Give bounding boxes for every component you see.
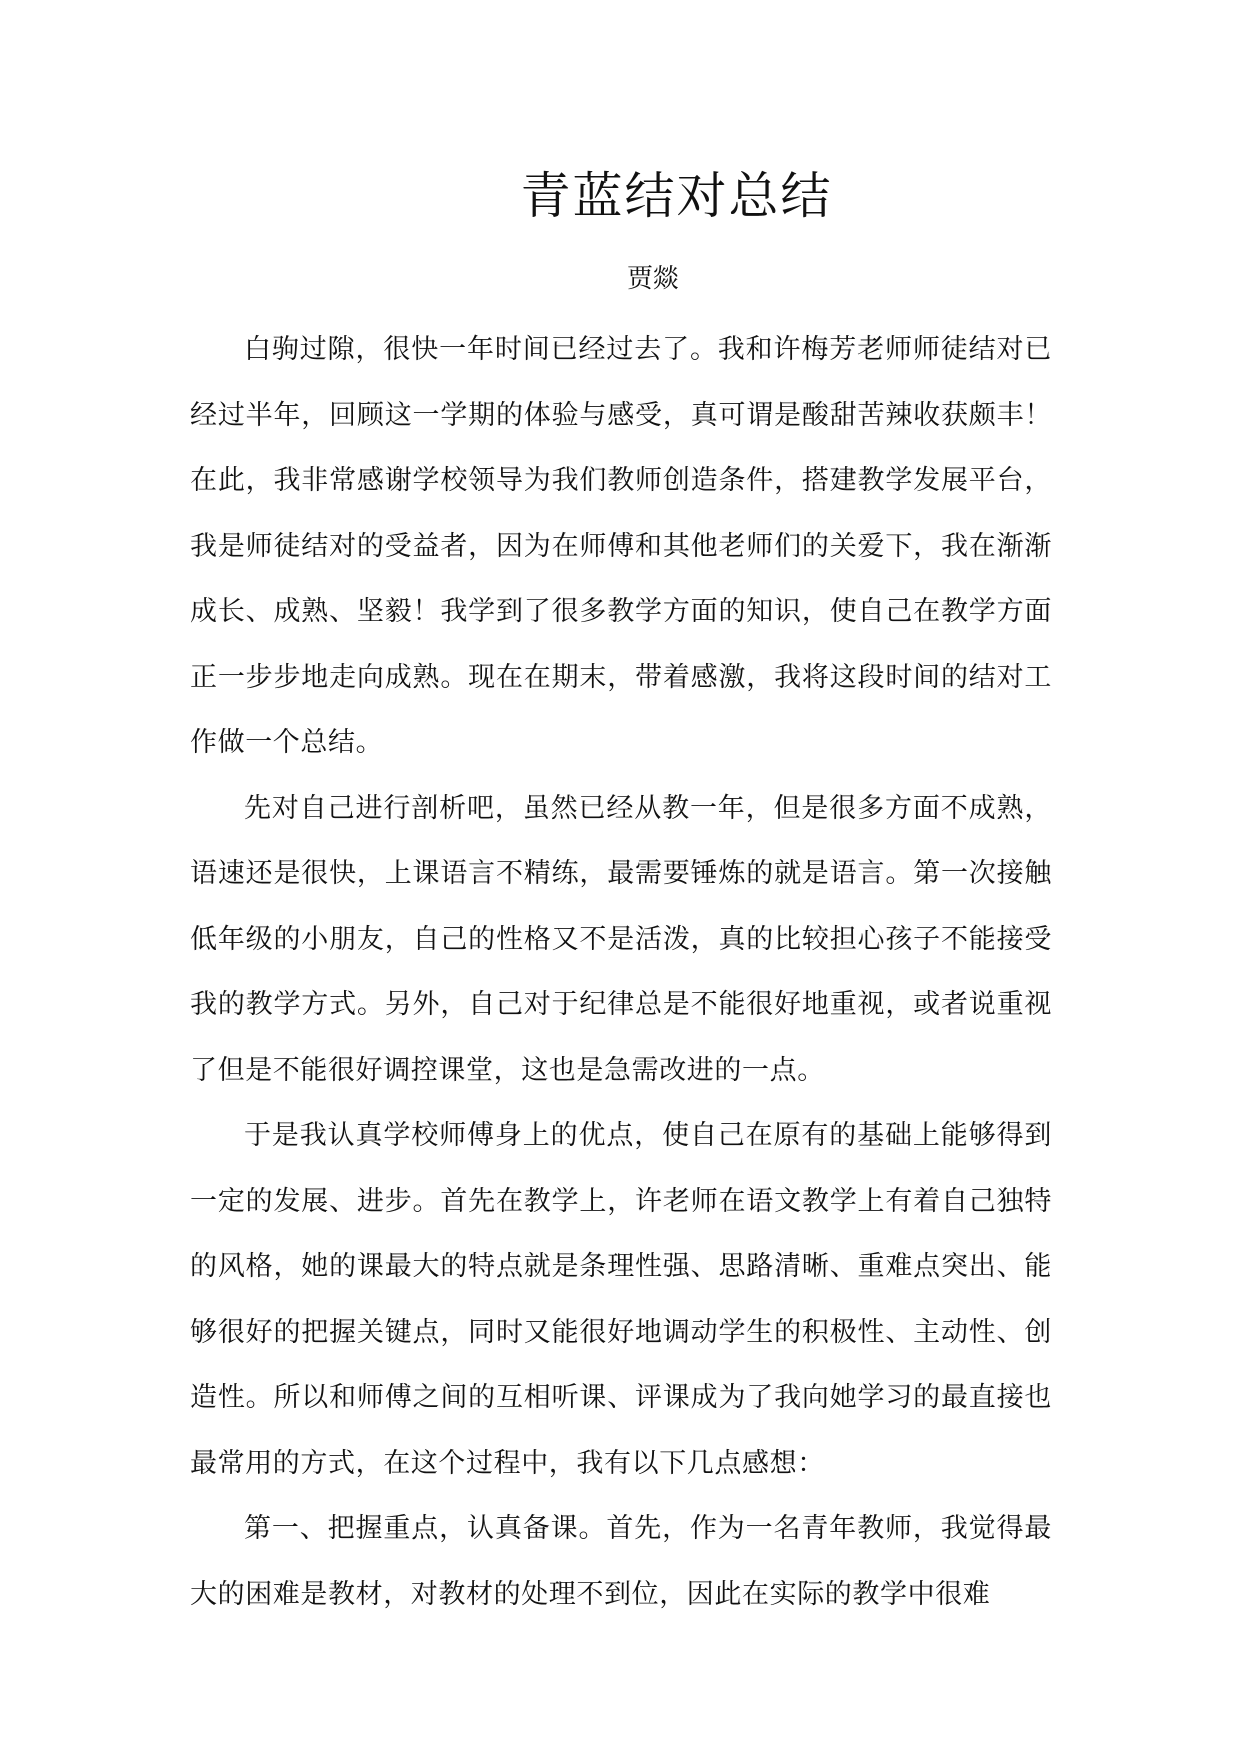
paragraph: 于是我认真学校师傅身上的优点，使自己在原有的基础上能够得到一定的发展、进步。首先在教学上，许老师在语文教学上有着自己独特的风格，她的课最大的特点就是条理性强、思路清晰、重难点突出、能够很好的把握关键点，同时又能很好地调动学生的积极性、主动性、创造性。所以和师傅之间的互相听课、评课成为了我向她学习的最直接也最常用的方式，在这个过程中，我有以下几点感想： — [190, 1120, 1052, 1479]
paragraph: 第一、把握重点，认真备课。首先，作为一名青年教师，我觉得最大的困难是教材，对教材的处理不到位，因此在实际的教学中很难 — [190, 1513, 1052, 1610]
document-title: 青蓝结对总结 — [520, 167, 833, 225]
document-author: 贾燚 — [626, 264, 679, 294]
paragraph: 白驹过隙，很快一年时间已经过去了。我和许梅芳老师师徒结对已经过半年，回顾这一学期的体验与感受，真可谓是酸甜苦辣收获颇丰！在此，我非常感谢学校领导为我们教师创造条件，搭建教学发展平台，我是师徒结对的受益者，因为在师傅和其他老师们的关爱下，我在渐渐成长、成熟、坚毅！我学到了很多教学方面的知识，使自己在教学方面正一步步地走向成熟。现在在期末，带着感激，我将这段时间的结对工作做一个总结。 — [190, 334, 1052, 758]
paragraph: 先对自己进行剖析吧，虽然已经从教一年，但是很多方面不成熟，语速还是很快，上课语言不精练，最需要锤炼的就是语言。第一次接触低年级的小朋友，自己的性格又不是活泼，真的比较担心孩子不能接受我的教学方式。另外，自己对于纪律总是不能很好地重视，或者说重视了但是不能很好调控课堂，这也是急需改进的一点。 — [190, 792, 1052, 1086]
document-body — [190, 317, 1052, 1627]
